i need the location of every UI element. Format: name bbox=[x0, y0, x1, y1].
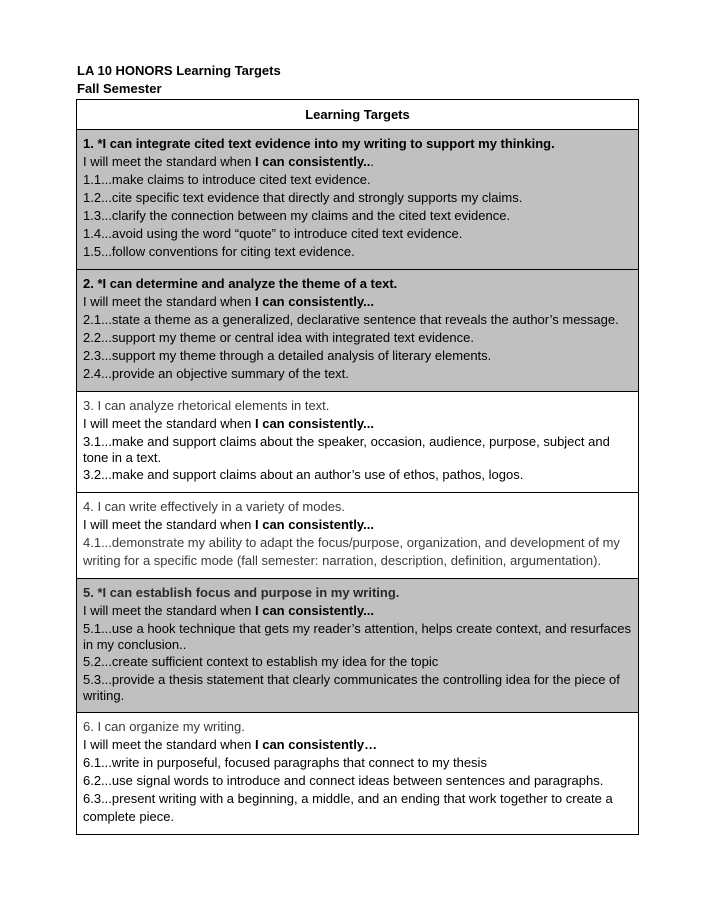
standard-bold: I can consistently... bbox=[254, 416, 374, 431]
target-row-1 bbox=[77, 130, 639, 270]
target-row-5 bbox=[77, 579, 639, 713]
target-statement: 6. I can organize my writing. bbox=[83, 719, 245, 734]
standard-bold: I can consistently.. bbox=[254, 154, 371, 169]
sub-target: 5.2...create sufficient context to establish my idea for the topic bbox=[83, 654, 439, 669]
target-cell bbox=[77, 493, 639, 579]
learning-targets-table bbox=[76, 99, 639, 835]
standard-line bbox=[83, 602, 632, 620]
standard-bold: I can consistently… bbox=[254, 737, 378, 752]
target-statement: 1. *I can integrate cited text evidence into my writing to support my thinking. bbox=[83, 136, 555, 151]
sub-target: 6.1...write in purposeful, focused paragraphs that connect to my thesis bbox=[83, 755, 487, 770]
table-header: Learning Targets bbox=[77, 100, 639, 130]
target-statement: 5. *I can establish focus and purpose in my writing. bbox=[83, 585, 400, 600]
sub-target: 1.5...follow conventions for citing text evidence. bbox=[83, 244, 355, 259]
table-header-row bbox=[77, 100, 639, 130]
sub-target: 5.1...use a hook technique that gets my reader’s attention, helps create context, and resurfaces in my conclusion.. bbox=[83, 621, 632, 652]
sub-target: 6.3...present writing with a beginning, a middle, and an ending that work together to create a complete piece. bbox=[83, 791, 613, 824]
sub-target: 1.1...make claims to introduce cited text evidence. bbox=[83, 172, 371, 187]
sub-target: 1.3...clarify the connection between my claims and the cited text evidence. bbox=[83, 208, 511, 223]
sub-target: 3.2...make and support claims about an author’s use of ethos, pathos, logos. bbox=[83, 467, 524, 482]
target-row-6 bbox=[77, 713, 639, 835]
target-cell bbox=[77, 392, 639, 493]
standard-prefix: I will meet the standard when bbox=[83, 294, 255, 309]
document-title: LA 10 HONORS Learning Targets bbox=[77, 63, 281, 78]
standard-prefix: I will meet the standard when bbox=[83, 416, 255, 431]
sub-target: 4.1...demonstrate my ability to adapt the focus/purpose, organization, and development of my writing for a specific mode (fall semester: narration, description, definition, argumentation). bbox=[83, 535, 620, 568]
standard-prefix: I will meet the standard when bbox=[83, 737, 255, 752]
target-statement: 4. I can write effectively in a variety of modes. bbox=[83, 499, 346, 514]
sub-target: 5.3...provide a thesis statement that clearly communicates the controlling idea for the piece of writing. bbox=[83, 672, 620, 703]
standard-bold: I can consistently... bbox=[254, 603, 374, 618]
semester-label: Fall Semester bbox=[77, 81, 162, 96]
document-heading bbox=[77, 62, 281, 98]
target-row-2 bbox=[77, 270, 639, 392]
sub-target: 2.3...support my theme through a detailed analysis of literary elements. bbox=[83, 348, 492, 363]
sub-target: 3.1...make and support claims about the speaker, occasion, audience, purpose, subject and tone in a text. bbox=[83, 434, 610, 465]
target-row-3 bbox=[77, 392, 639, 493]
standard-suffix: . bbox=[370, 154, 374, 169]
target-cell bbox=[77, 579, 639, 713]
target-statement: 2. *I can determine and analyze the theme of a text. bbox=[83, 276, 398, 291]
target-cell bbox=[77, 270, 639, 392]
sub-target: 2.4...provide an objective summary of the text. bbox=[83, 366, 349, 381]
sub-target: 6.2...use signal words to introduce and connect ideas between sentences and paragraphs. bbox=[83, 773, 604, 788]
sub-target: 2.1...state a theme as a generalized, declarative sentence that reveals the author’s message. bbox=[83, 312, 619, 327]
standard-bold: I can consistently... bbox=[254, 517, 374, 532]
standard-line bbox=[83, 415, 632, 433]
target-row-4 bbox=[77, 493, 639, 579]
standard-bold: I can consistently... bbox=[254, 294, 374, 309]
target-cell bbox=[77, 130, 639, 270]
target-cell bbox=[77, 713, 639, 835]
standard-prefix: I will meet the standard when bbox=[83, 603, 255, 618]
standard-line bbox=[83, 293, 632, 311]
sub-target: 1.2...cite specific text evidence that directly and strongly supports my claims. bbox=[83, 190, 523, 205]
standard-prefix: I will meet the standard when bbox=[83, 154, 255, 169]
sub-target: 1.4...avoid using the word “quote” to introduce cited text evidence. bbox=[83, 226, 463, 241]
standard-line bbox=[83, 736, 632, 754]
sub-target: 2.2...support my theme or central idea with integrated text evidence. bbox=[83, 330, 474, 345]
target-statement: 3. I can analyze rhetorical elements in text. bbox=[83, 398, 330, 413]
standard-prefix: I will meet the standard when bbox=[83, 517, 255, 532]
standard-line bbox=[83, 516, 632, 534]
standard-line bbox=[83, 153, 632, 171]
